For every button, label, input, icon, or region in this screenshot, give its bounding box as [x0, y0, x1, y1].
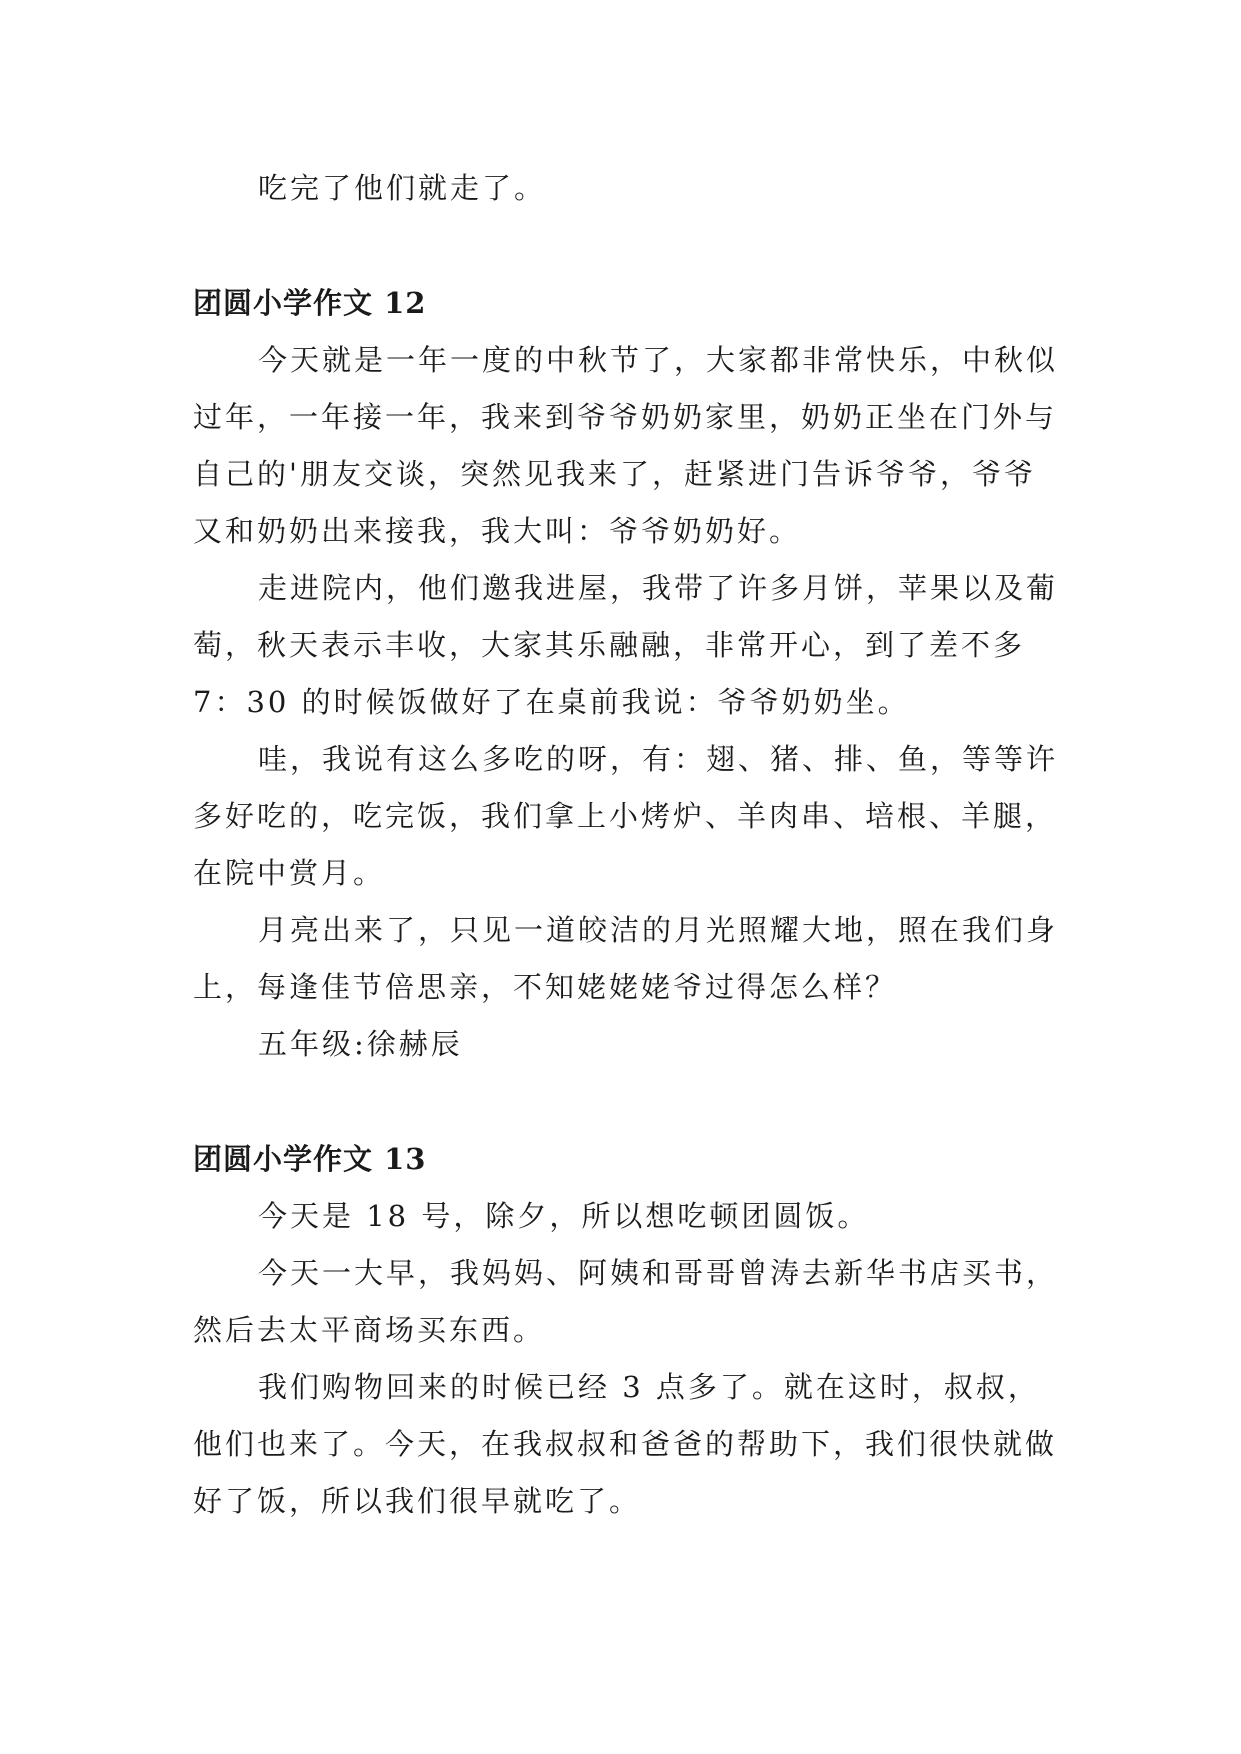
- essay-13-paragraph-2: 今天一大早，我妈妈、阿姨和哥哥曾涛去新华书店买书，然后去太平商场买东西。: [193, 1256, 1059, 1347]
- essay-13-title: 团圆小学作文 13: [193, 1142, 427, 1176]
- essay-12-paragraph-4: 月亮出来了，只见一道皎洁的月光照耀大地，照在我们身上，每逢佳节倍思亲，不知姥姥姥爷过得怎么样？: [193, 913, 1059, 1004]
- essay-12-paragraph-3: 哇，我说有这么多吃的呀，有：翅、猪、排、鱼，等等许多好吃的，吃完饭，我们拿上小烤炉、羊肉串、培根、羊腿，在院中赏月。: [193, 742, 1059, 890]
- section-spacer: [193, 1073, 1063, 1131]
- section-spacer: [193, 217, 1063, 275]
- essay-12-paragraph-2: 走进院内，他们邀我进屋，我带了许多月饼，苹果以及葡萄，秋天表示丰收，大家其乐融融，非常开心，到了差不多 7：30 的时候饭做好了在桌前我说：爷爷奶奶坐。: [193, 571, 1059, 719]
- closing-line: 吃完了他们就走了。: [258, 171, 547, 205]
- essay-12-author: 五年级:徐赫辰: [258, 1027, 463, 1061]
- document-body: [193, 160, 1063, 1530]
- essay-12-title: 团圆小学作文 12: [193, 286, 427, 320]
- essay-13-paragraph-1: 今天是 18 号，除夕，所以想吃顿团圆饭。: [258, 1199, 870, 1233]
- essay-13-paragraph-3: 我们购物回来的时候已经 3 点多了。就在这时，叔叔，他们也来了。今天，在我叔叔和爸爸的帮助下，我们很快就做好了饭，所以我们很早就吃了。: [193, 1370, 1058, 1518]
- essay-12-paragraph-1: 今天就是一年一度的中秋节了，大家都非常快乐，中秋似过年，一年接一年，我来到爷爷奶奶家里，奶奶正坐在门外与自己的'朋友交谈，突然见我来了，赶紧进门告诉爷爷，爷爷又和奶奶出来接我，我大叫：爷爷奶奶好。: [193, 343, 1059, 548]
